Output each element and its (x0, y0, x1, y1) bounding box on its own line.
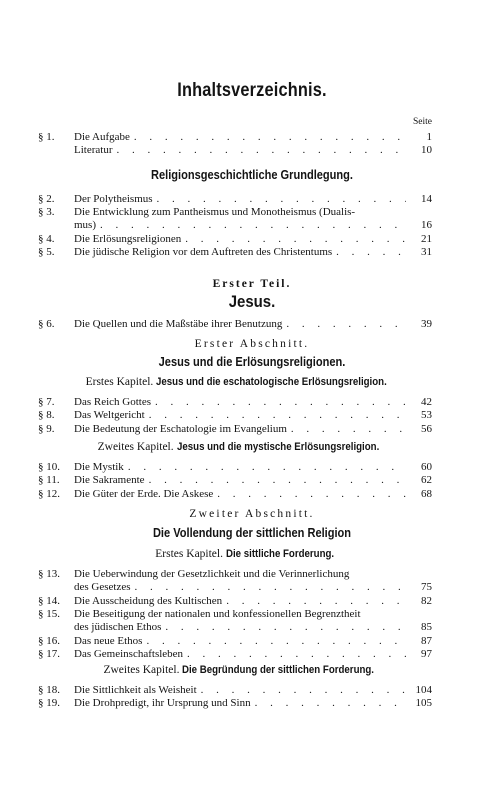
entry-title: Die jüdische Religion vor dem Auftreten des Christentums (74, 246, 333, 259)
section-number: § 15. (38, 607, 60, 620)
entry-title-continued: des jüdischen Ethos (74, 620, 162, 633)
dot-leader (128, 461, 406, 474)
dot-leader (155, 396, 406, 409)
dot-leader (185, 233, 406, 246)
division-label: Zweiter Abschnitt. (189, 508, 315, 520)
section-number: § 17. (38, 647, 60, 660)
dot-leader (336, 246, 406, 259)
dot-leader (226, 595, 406, 608)
entry-title: Die Entwicklung zum Pantheismus und Monotheismus (Dualis- (74, 206, 356, 219)
section-number: § 14. (38, 594, 60, 607)
entry-title: Die Beseitigung der nationalen und konfessionellen Begrenztheit (74, 607, 361, 620)
division-label: Erster Abschnitt. (194, 338, 310, 350)
entry-title-continued: mus) (74, 219, 96, 232)
page-number: 97 (421, 647, 432, 660)
section-number: § 1. (38, 131, 55, 143)
page-number: 62 (421, 474, 432, 487)
section-number: § 10. (38, 461, 60, 473)
page-number: 75 (421, 581, 432, 593)
page-number: 53 (421, 409, 432, 422)
part-label: Erster Teil. (212, 278, 292, 290)
page-number: 14 (421, 193, 432, 205)
page-number: 105 (415, 697, 432, 710)
dot-leader (286, 318, 406, 331)
section-number: § 11. (38, 474, 60, 487)
dot-leader (157, 193, 406, 206)
page-number: 56 (421, 422, 432, 435)
page-number: 10 (421, 144, 432, 157)
dot-leader (149, 409, 406, 422)
dot-leader (135, 581, 406, 594)
part-title: Jesus. (228, 292, 276, 311)
chapter-title: Die sittliche Forderung. (225, 548, 334, 560)
section-number: § 18. (38, 684, 60, 696)
chapter-label: Zweites Kapitel. (97, 441, 174, 453)
entry-title-continued: des Gesetzes (74, 581, 131, 593)
section-number: § 19. (38, 697, 60, 710)
dot-leader (116, 144, 406, 157)
division-title: Die Vollendung der sittlichen Religion (152, 525, 352, 540)
page-number: 42 (421, 396, 432, 408)
dot-leader (217, 488, 406, 501)
chapter-label: Zweites Kapitel. (103, 664, 180, 676)
section-number: § 7. (38, 396, 55, 408)
section-number: § 16. (38, 634, 60, 647)
chapter-heading (0, 376, 504, 388)
section-number: § 13. (38, 568, 60, 580)
chapter-title: Jesus und die eschatologische Erlösungsreligion. (156, 376, 387, 388)
section-number: § 6. (38, 318, 55, 330)
section-heading: Religionsgeschichtliche Grundlegung. (150, 167, 353, 182)
section-number: § 8. (38, 409, 55, 422)
entry-title: Die Güter der Erde. Die Askese (74, 487, 214, 500)
entry-title: Die Ueberwindung der Gesetzlichkeit und die Verinnerlichung (74, 568, 350, 580)
entry-title: Die Aufgabe (74, 131, 130, 143)
section-number: § 3. (38, 206, 55, 219)
dot-leader (291, 423, 406, 436)
page-number: 82 (421, 594, 432, 607)
entry-title: Die Erlösungsreligionen (74, 232, 182, 245)
dot-leader (187, 648, 406, 661)
page-number: 60 (421, 461, 432, 473)
section-number: § 5. (38, 246, 55, 259)
page-number: 104 (415, 684, 432, 696)
dot-leader (149, 474, 406, 487)
entry-title: Das Weltgericht (74, 409, 145, 422)
page-number: 1 (426, 131, 432, 143)
entry-title: Die Sittlichkeit als Weisheit (74, 684, 197, 696)
page-number: 21 (421, 232, 432, 245)
entry-title: Die Mystik (74, 461, 124, 473)
section-number: § 2. (38, 193, 55, 205)
chapter-title: Die Begründung der sittlichen Forderung. (182, 664, 375, 676)
entry-title: Die Sakramente (74, 474, 145, 487)
page-number: 16 (421, 219, 432, 232)
page-number: 31 (421, 246, 432, 259)
dot-leader (146, 635, 406, 648)
chapter-title: Jesus und die mystische Erlösungsreligion. (176, 441, 379, 453)
entry-title: Das Gemeinschaftsleben (74, 647, 184, 660)
chapter-label: Erstes Kapitel. (85, 376, 154, 388)
page-number: 68 (421, 487, 432, 500)
page-column-label: Seite (413, 117, 432, 127)
chapter-heading (0, 664, 504, 676)
dot-leader (100, 219, 406, 232)
page-number: 39 (421, 318, 432, 330)
chapter-label: Erstes Kapitel. (155, 548, 223, 560)
page-title: Inhaltsverzeichnis. (177, 80, 327, 101)
chapter-heading (0, 548, 504, 560)
section-number: § 12. (38, 487, 60, 500)
entry-title: Die Quellen und die Maßstäbe ihrer Benutzung (74, 318, 283, 330)
entry-title: Die Drohpredigt, ihr Ursprung und Sinn (74, 697, 251, 710)
page-number: 87 (421, 634, 432, 647)
division-title: Jesus und die Erlösungsreligionen. (158, 354, 346, 369)
dot-leader (165, 621, 406, 634)
entry-title: Das neue Ethos (74, 634, 143, 647)
chapter-heading (0, 441, 504, 453)
dot-leader (134, 131, 406, 144)
entry-title: Der Polytheismus (74, 193, 153, 205)
dot-leader (255, 697, 406, 710)
entry-title: Die Bedeutung der Eschatologie im Evangelium (74, 422, 287, 435)
dot-leader (201, 684, 406, 697)
entry-title: Die Ausscheidung des Kultischen (74, 594, 223, 607)
section-number: § 4. (38, 232, 55, 245)
entry-title: Das Reich Gottes (74, 396, 151, 408)
entry-title: Literatur (74, 144, 113, 157)
page-number: 85 (421, 620, 432, 633)
section-number: § 9. (38, 422, 55, 435)
